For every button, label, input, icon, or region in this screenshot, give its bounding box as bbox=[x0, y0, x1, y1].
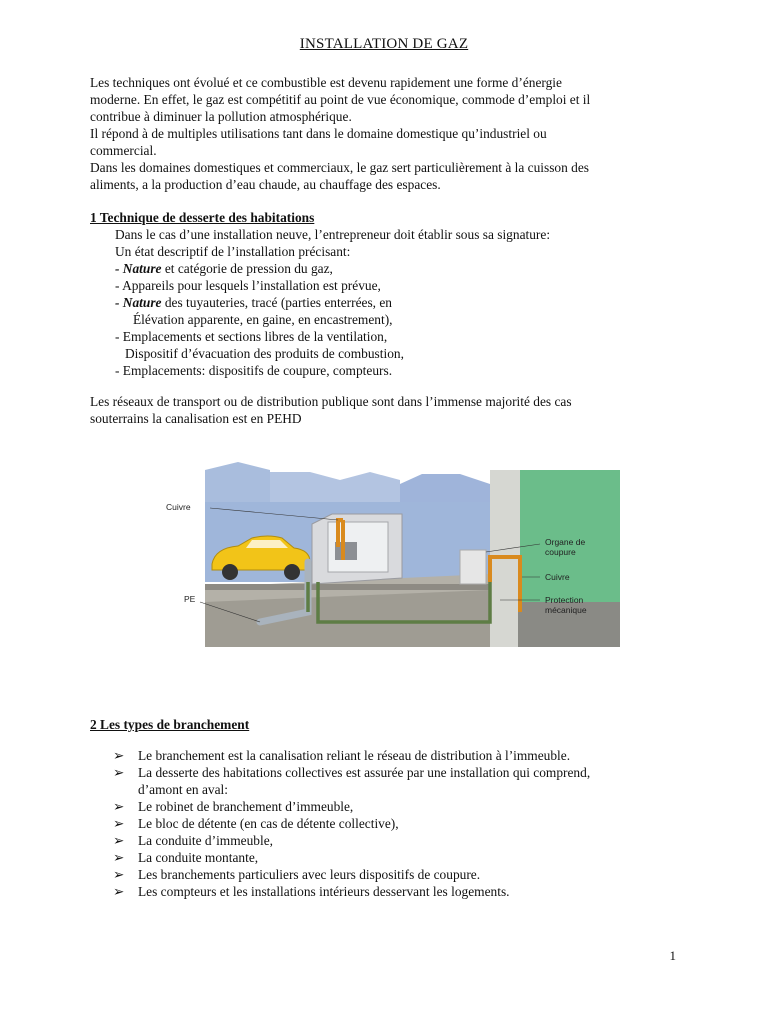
label-organe: Organe de bbox=[545, 537, 586, 547]
intro-line: Les techniques ont évolué et ce combustible est devenu rapidement une forme d’énergie bbox=[90, 75, 562, 90]
section-1-item: - Emplacements et sections libres de la ventilation, bbox=[115, 329, 388, 344]
arrow-bullet-icon: ➢ bbox=[113, 833, 125, 848]
list-item-text: La conduite d’immeuble, bbox=[138, 833, 273, 848]
list-item bbox=[113, 798, 693, 815]
list-item-text: Le bloc de détente (en cas de détente collective), bbox=[138, 816, 399, 831]
arrow-bullet-icon: ➢ bbox=[113, 816, 125, 831]
page-number: 1 bbox=[669, 948, 676, 963]
section-1-item-cont: Dispositif d’évacuation des produits de combustion, bbox=[125, 346, 404, 361]
network-paragraph bbox=[90, 393, 690, 427]
arrow-bullet-icon: ➢ bbox=[113, 850, 125, 865]
page-title: INSTALLATION DE GAZ bbox=[299, 36, 469, 52]
list-item-text: Les compteurs et les installations intérieurs desservant les logements. bbox=[138, 884, 510, 899]
arrow-bullet-icon: ➢ bbox=[113, 867, 125, 882]
section-1-item bbox=[90, 260, 690, 277]
list-item bbox=[113, 832, 693, 849]
list-item bbox=[113, 866, 693, 883]
intro-line: Dans les domaines domestiques et commerciaux, le gaz sert particulièrement à la cuisson des bbox=[90, 160, 590, 175]
building-shape bbox=[400, 474, 490, 502]
label-cuivre-right: Cuivre bbox=[545, 572, 570, 582]
emphasis-nature: - Nature bbox=[115, 295, 162, 310]
list-item bbox=[113, 849, 693, 866]
arrow-bullet-icon: ➢ bbox=[113, 748, 125, 763]
section-1-item: - Appareils pour lesquels l’installation est prévue, bbox=[115, 278, 381, 293]
gas-connection-illustration bbox=[160, 462, 620, 647]
label-coupure: coupure bbox=[545, 547, 576, 557]
section-1-line: Dans le cas d’une installation neuve, l’entrepreneur doit établir sous sa signature: bbox=[115, 227, 551, 242]
item-text: des tuyauteries, tracé (parties enterrées, en bbox=[161, 295, 392, 310]
intro-paragraph bbox=[90, 74, 690, 193]
list-item-text: d’amont en aval: bbox=[138, 782, 228, 797]
list-item-text: Le robinet de branchement d’immeuble, bbox=[138, 799, 354, 814]
list-item bbox=[113, 764, 693, 781]
intro-line: contribue à diminuer la pollution atmosphérique. bbox=[90, 109, 352, 124]
network-line: souterrains la canalisation est en PEHD bbox=[90, 411, 302, 426]
section-1 bbox=[90, 209, 690, 379]
intro-line: aliments, a la production d’eau chaude, au chauffage des espaces. bbox=[90, 177, 441, 192]
building-shape bbox=[270, 472, 400, 502]
list-item-text: La conduite montante, bbox=[138, 850, 259, 865]
section-2 bbox=[90, 716, 690, 733]
list-item bbox=[113, 815, 693, 832]
intro-line: moderne. En effet, le gaz est compétitif au point de vue économique, commode d’emploi et il bbox=[90, 92, 591, 107]
car-wheel bbox=[222, 564, 238, 580]
label-cuivre-left: Cuivre bbox=[166, 502, 191, 512]
list-item bbox=[113, 883, 693, 900]
arrow-bullet-icon: ➢ bbox=[113, 799, 125, 814]
building-shape bbox=[205, 462, 270, 502]
intro-line: commercial. bbox=[90, 143, 157, 158]
section-2-heading: 2 Les types de branchement bbox=[90, 717, 250, 732]
section-1-item bbox=[90, 294, 690, 311]
emphasis-nature: - Nature bbox=[115, 261, 162, 276]
section-1-item: - Emplacements: dispositifs de coupure, compteurs. bbox=[115, 363, 393, 378]
label-protection: Protection bbox=[545, 595, 584, 605]
arrow-bullet-icon: ➢ bbox=[113, 884, 125, 899]
section-1-line: Un état descriptif de l’installation précisant: bbox=[115, 244, 351, 259]
list-item-text: La desserte des habitations collectives est assurée par une installation qui comprend, bbox=[138, 765, 591, 780]
curb bbox=[205, 584, 490, 590]
item-text: et catégorie de pression du gaz, bbox=[161, 261, 333, 276]
cutoff-box bbox=[460, 550, 486, 584]
list-item-cont bbox=[113, 781, 693, 798]
section-1-item-cont: Élévation apparente, en gaine, en encastrement), bbox=[133, 312, 393, 327]
section-1-heading: 1 Technique de desserte des habitations bbox=[90, 210, 315, 225]
label-mecanique: mécanique bbox=[545, 605, 587, 615]
intro-line: Il répond à de multiples utilisations tant dans le domaine domestique qu’industriel ou bbox=[90, 126, 547, 141]
label-pe: PE bbox=[184, 594, 196, 604]
list-item-text: Le branchement est la canalisation reliant le réseau de distribution à l’immeuble. bbox=[138, 748, 571, 763]
car-wheel bbox=[284, 564, 300, 580]
network-line: Les réseaux de transport ou de distribution publique sont dans l’immense majorité des cas bbox=[90, 394, 572, 409]
list-item bbox=[113, 747, 693, 764]
arrow-bullet-icon: ➢ bbox=[113, 765, 125, 780]
list-item-text: Les branchements particuliers avec leurs dispositifs de coupure. bbox=[138, 867, 481, 882]
branchement-list bbox=[113, 747, 693, 900]
